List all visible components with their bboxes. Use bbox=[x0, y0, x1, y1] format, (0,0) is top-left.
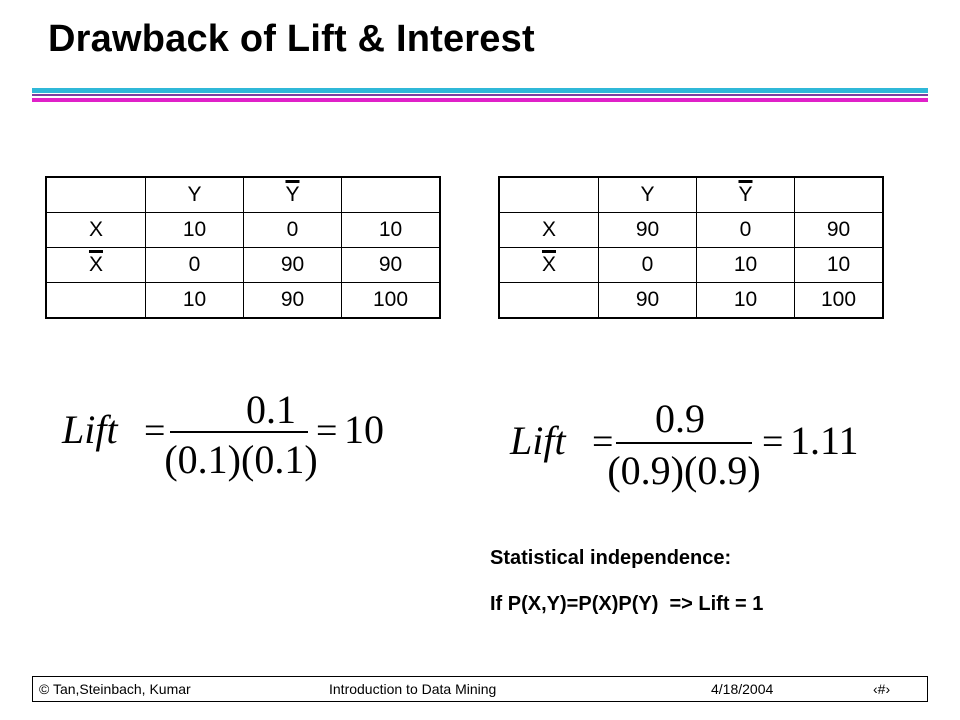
table-cell bbox=[499, 177, 599, 213]
formula-lhs: Lift bbox=[510, 418, 566, 463]
footer-date: 4/18/2004 bbox=[711, 681, 774, 697]
table-cell: 90 bbox=[244, 283, 342, 319]
slide-footer bbox=[32, 676, 928, 702]
formula-result: 10 bbox=[344, 407, 384, 452]
row-header-not-x bbox=[499, 248, 599, 283]
table-header-row bbox=[499, 177, 883, 213]
equals-sign: = bbox=[762, 421, 784, 463]
contingency-table-right bbox=[498, 176, 884, 319]
table-row bbox=[499, 213, 883, 248]
table-cell bbox=[795, 177, 884, 213]
table-cell bbox=[46, 283, 146, 319]
equals-sign: = bbox=[316, 410, 338, 452]
footer-copyright: © Tan,Steinbach, Kumar bbox=[39, 681, 191, 697]
table-cell: 90 bbox=[599, 283, 697, 319]
column-header-not-y bbox=[244, 177, 342, 213]
table-cell: 10 bbox=[795, 248, 884, 283]
row-header-x: X bbox=[499, 213, 599, 248]
table-cell: 10 bbox=[697, 283, 795, 319]
table-cell: 0 bbox=[244, 213, 342, 248]
table-row-totals bbox=[46, 283, 440, 319]
formula-denominator: (0.9)(0.9) bbox=[607, 448, 761, 493]
equals-sign: = bbox=[144, 410, 166, 452]
title-rule-purple bbox=[32, 94, 928, 96]
equals-sign: = bbox=[592, 421, 614, 463]
row-header-not-x bbox=[46, 248, 146, 283]
table-cell: 0 bbox=[697, 213, 795, 248]
table-cell: 90 bbox=[342, 248, 441, 283]
lift-formula-right bbox=[508, 398, 868, 503]
table-cell: 90 bbox=[244, 248, 342, 283]
table-cell bbox=[499, 283, 599, 319]
not-x-label: $\overline{X}$ bbox=[88, 253, 103, 276]
not-y-label: $\overline{Y}$ bbox=[285, 183, 300, 206]
title-rule-cyan bbox=[32, 88, 928, 93]
formula-lhs: Lift bbox=[62, 407, 118, 452]
table-cell: 0 bbox=[146, 248, 244, 283]
formula-numerator: 0.9 bbox=[655, 398, 705, 441]
footer-course-title: Introduction to Data Mining bbox=[329, 681, 497, 697]
table-row bbox=[499, 248, 883, 283]
independence-rule: If P(X,Y)=P(X)P(Y) => Lift = 1 bbox=[490, 593, 764, 615]
formula-result: 1.11 bbox=[790, 418, 859, 463]
table-header-row bbox=[46, 177, 440, 213]
column-header-y: Y bbox=[146, 177, 244, 213]
title-rule-magenta bbox=[32, 98, 928, 102]
table-cell: 100 bbox=[342, 283, 441, 319]
column-header-not-y bbox=[697, 177, 795, 213]
footer-page-number: ‹#› bbox=[873, 681, 891, 697]
table-cell: 90 bbox=[599, 213, 697, 248]
contingency-table-left bbox=[45, 176, 441, 319]
independence-heading: Statistical independence: bbox=[490, 547, 732, 569]
column-header-y: Y bbox=[599, 177, 697, 213]
table-cell: 100 bbox=[795, 283, 884, 319]
table-cell: 90 bbox=[795, 213, 884, 248]
table-row bbox=[46, 248, 440, 283]
table-row bbox=[46, 213, 440, 248]
table-cell: 10 bbox=[697, 248, 795, 283]
table-cell bbox=[46, 177, 146, 213]
row-header-x: X bbox=[46, 213, 146, 248]
formula-numerator: 0.1 bbox=[246, 387, 296, 432]
table-cell: 10 bbox=[342, 213, 441, 248]
not-y-label: $\overline{Y}$ bbox=[738, 183, 753, 206]
formula-denominator: (0.1)(0.1) bbox=[164, 437, 318, 482]
table-cell bbox=[342, 177, 441, 213]
slide-title: Drawback of Lift & Interest bbox=[48, 18, 535, 60]
not-x-label: $\overline{X}$ bbox=[541, 253, 556, 276]
table-row-totals bbox=[499, 283, 883, 319]
table-cell: 0 bbox=[599, 248, 697, 283]
table-cell: 10 bbox=[146, 283, 244, 319]
table-cell: 10 bbox=[146, 213, 244, 248]
lift-formula-left bbox=[60, 385, 400, 490]
